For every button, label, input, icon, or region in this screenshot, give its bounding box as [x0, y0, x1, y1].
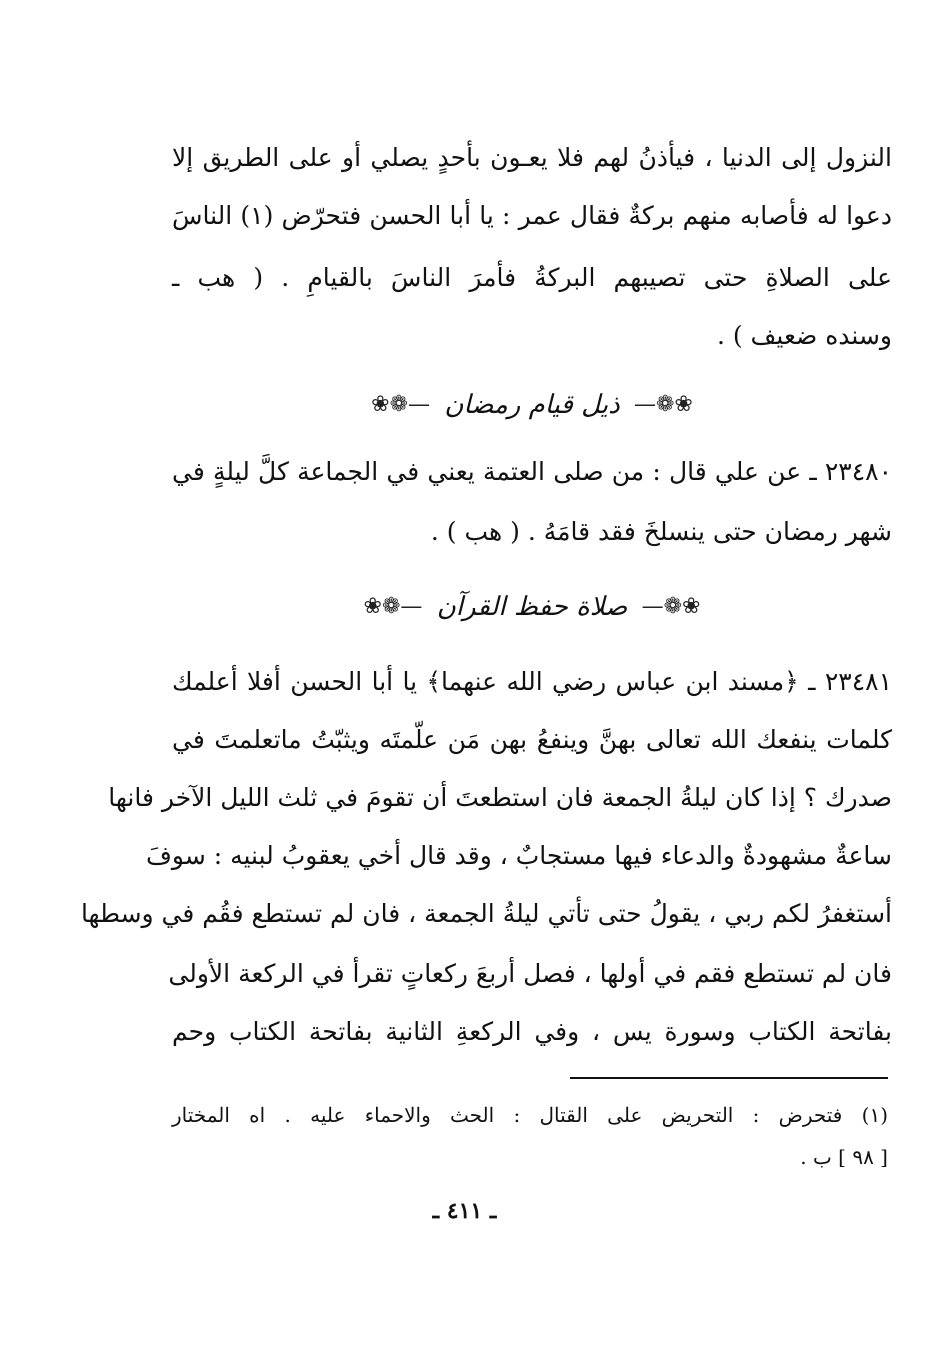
body-line: بفاتحة الكتاب وسورة يس ، وفي الركعةِ الثانية بفاتحة الكتاب وحم — [172, 1017, 892, 1046]
body-line: ساعةٌ مشهودةٌ والدعاء فيها مستجابٌ ، وقد قال أخي يعقوبُ لبنيه : سوفَ — [146, 841, 892, 870]
ornament-right: ❀❁— — [641, 594, 701, 619]
body-line: شهر رمضان حتى ينسلخَ فقد قامَهُ . ( هب ) . — [430, 517, 892, 546]
body-line: أستغفرُ لكم ربي ، يقولُ حتى تأتي ليلةُ الجمعة ، فان لم تستطع فقُم في وسطها — [80, 899, 892, 928]
page-number: ـ ٤١١ ـ — [432, 1198, 497, 1224]
body-line: وسنده ضعيف ) . — [716, 321, 892, 350]
ornament-left: —❁❀ — [363, 594, 423, 619]
footnote-line: [ ٩٨ ] ب . — [800, 1145, 888, 1169]
section-heading-text: صلاة حفظ القرآن — [436, 592, 628, 622]
body-line: النزول إلى الدنيا ، فيأذنُ لهم فلا يعـون بأحدٍ يصلي أو على الطريق إلا — [172, 143, 892, 172]
body-line: دعوا له فأصابه منهم بركةٌ فقال عمر : يا أبا الحسن فتحرّض (١) الناسَ — [172, 201, 892, 230]
section-heading-text: ذيل قيام رمضان — [444, 390, 620, 420]
body-line: فان لم تستطع فقم في أولها ، فصل أربعَ ركعاتٍ تقرأ في الركعة الأولى — [168, 959, 892, 988]
ornament-left: —❁❀ — [371, 392, 431, 417]
body-line: كلمات ينفعك الله تعالى بهنَّ وينفعُ بهن مَن علّمتَه ويثبّتُ ماتعلمتَ في — [172, 725, 892, 754]
body-line: ٢٣٤٨٠ ـ عن علي قال : من صلى العتمة يعني في الجماعة كلَّ ليلةٍ في — [172, 457, 892, 486]
ornament-right: ❀❁— — [633, 392, 693, 417]
footnote-line: (١) فتحرض : التحريض على القتال : الحث والاحماء عليه . اه المختار — [172, 1103, 888, 1127]
section-heading-hifz-quran — [172, 584, 892, 629]
section-heading-qiyam-ramadan — [172, 382, 892, 427]
footnote-divider — [570, 1077, 888, 1079]
body-line: على الصلاةِ حتى تصيبهم البركةُ فأمرَ الناسَ بالقيامِ . ( هب ـ — [172, 263, 892, 292]
body-line: ٢٣٤٨١ ـ ﴿مسند ابن عباس رضي الله عنهما﴾ يا أبا الحسن أفلا أعلمك — [172, 667, 892, 696]
body-line: صدرك ؟ إذا كان ليلةُ الجمعة فان استطعتَ أن تقومَ في ثلث الليل الآخر فانها — [108, 783, 892, 812]
